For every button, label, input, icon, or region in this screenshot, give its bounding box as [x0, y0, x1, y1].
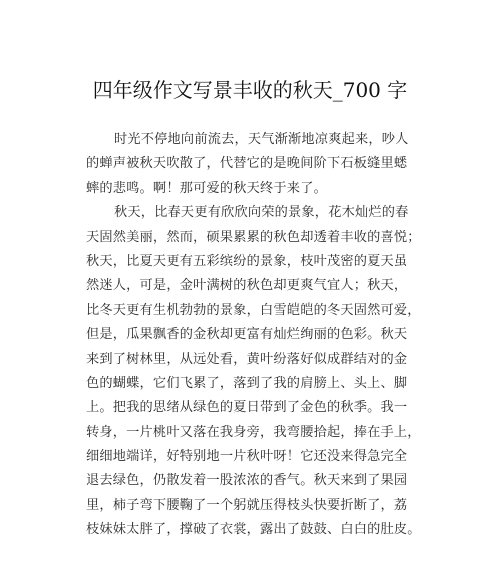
paragraph-2-line-3: 秋天，比夏天更有五彩缤纷的景象，枝叶茂密的夏天虽 — [86, 253, 408, 269]
paragraph-2-line-1: 秋天，比春天更有欣欣向荣的景象，花木灿烂的春 — [114, 205, 409, 221]
paragraph-2-line-2: 天固然美丽，然而，硕果累累的秋色却透着丰收的喜悦； — [86, 229, 421, 245]
paragraph-2-line-10: 转身，一片桃叶又落在我身旁，我弯腰拾起，捧在手上， — [86, 424, 421, 440]
document-title: 四年级作文写景丰收的秋天_700 字 — [92, 78, 408, 103]
paragraph-2-line-11: 细细地端详，好特别地一片秋叶呀！它还没来得急完全 — [86, 449, 408, 465]
paragraph-1-line-2: 的蝉声被秋天吹散了，代替它的是晚间阶下石板缝里蟋 — [86, 156, 408, 172]
paragraph-2-line-6: 但是，瓜果飘香的金秋却更富有灿烂绚丽的色彩。秋天 — [86, 327, 408, 343]
paragraph-2-line-14: 枝妹妹太胖了，撑破了衣裳，露出了鼓鼓、白白的肚皮。 — [86, 522, 421, 538]
document-body — [86, 128, 426, 543]
paragraph-2-line-7: 来到了树林里，从远处看，黄叶纷落好似成群结对的金 — [86, 351, 408, 367]
paragraph-2-line-8: 色的蝴蝶，它们飞累了，落到了我的肩膀上、头上、脚 — [86, 375, 408, 391]
paragraph-2-line-9: 上。把我的思绪从绿色的夏日带到了金色的秋季。我一 — [86, 400, 408, 416]
paragraph-1-line-3: 蟀的悲鸣。啊！那可爱的秋天终于来了。 — [86, 180, 327, 196]
paragraph-2-line-5: 比冬天更有生机勃勃的景象，白雪皑皑的冬天固然可爱， — [86, 302, 421, 318]
paragraph-2-line-4: 然迷人，可是，金叶满树的秋色却更爽气宜人；秋天， — [86, 278, 408, 294]
paragraph-1-line-1: 时光不停地向前流去，天气渐渐地凉爽起来，吵人 — [114, 132, 409, 147]
paragraph-2-line-13: 里，柿子弯下腰鞠了一个躬就压得枝头快要折断了，荔 — [86, 497, 408, 513]
paragraph-2-line-12: 退去绿色，仍散发着一股浓浓的香气。秋天来到了果园 — [86, 473, 408, 489]
